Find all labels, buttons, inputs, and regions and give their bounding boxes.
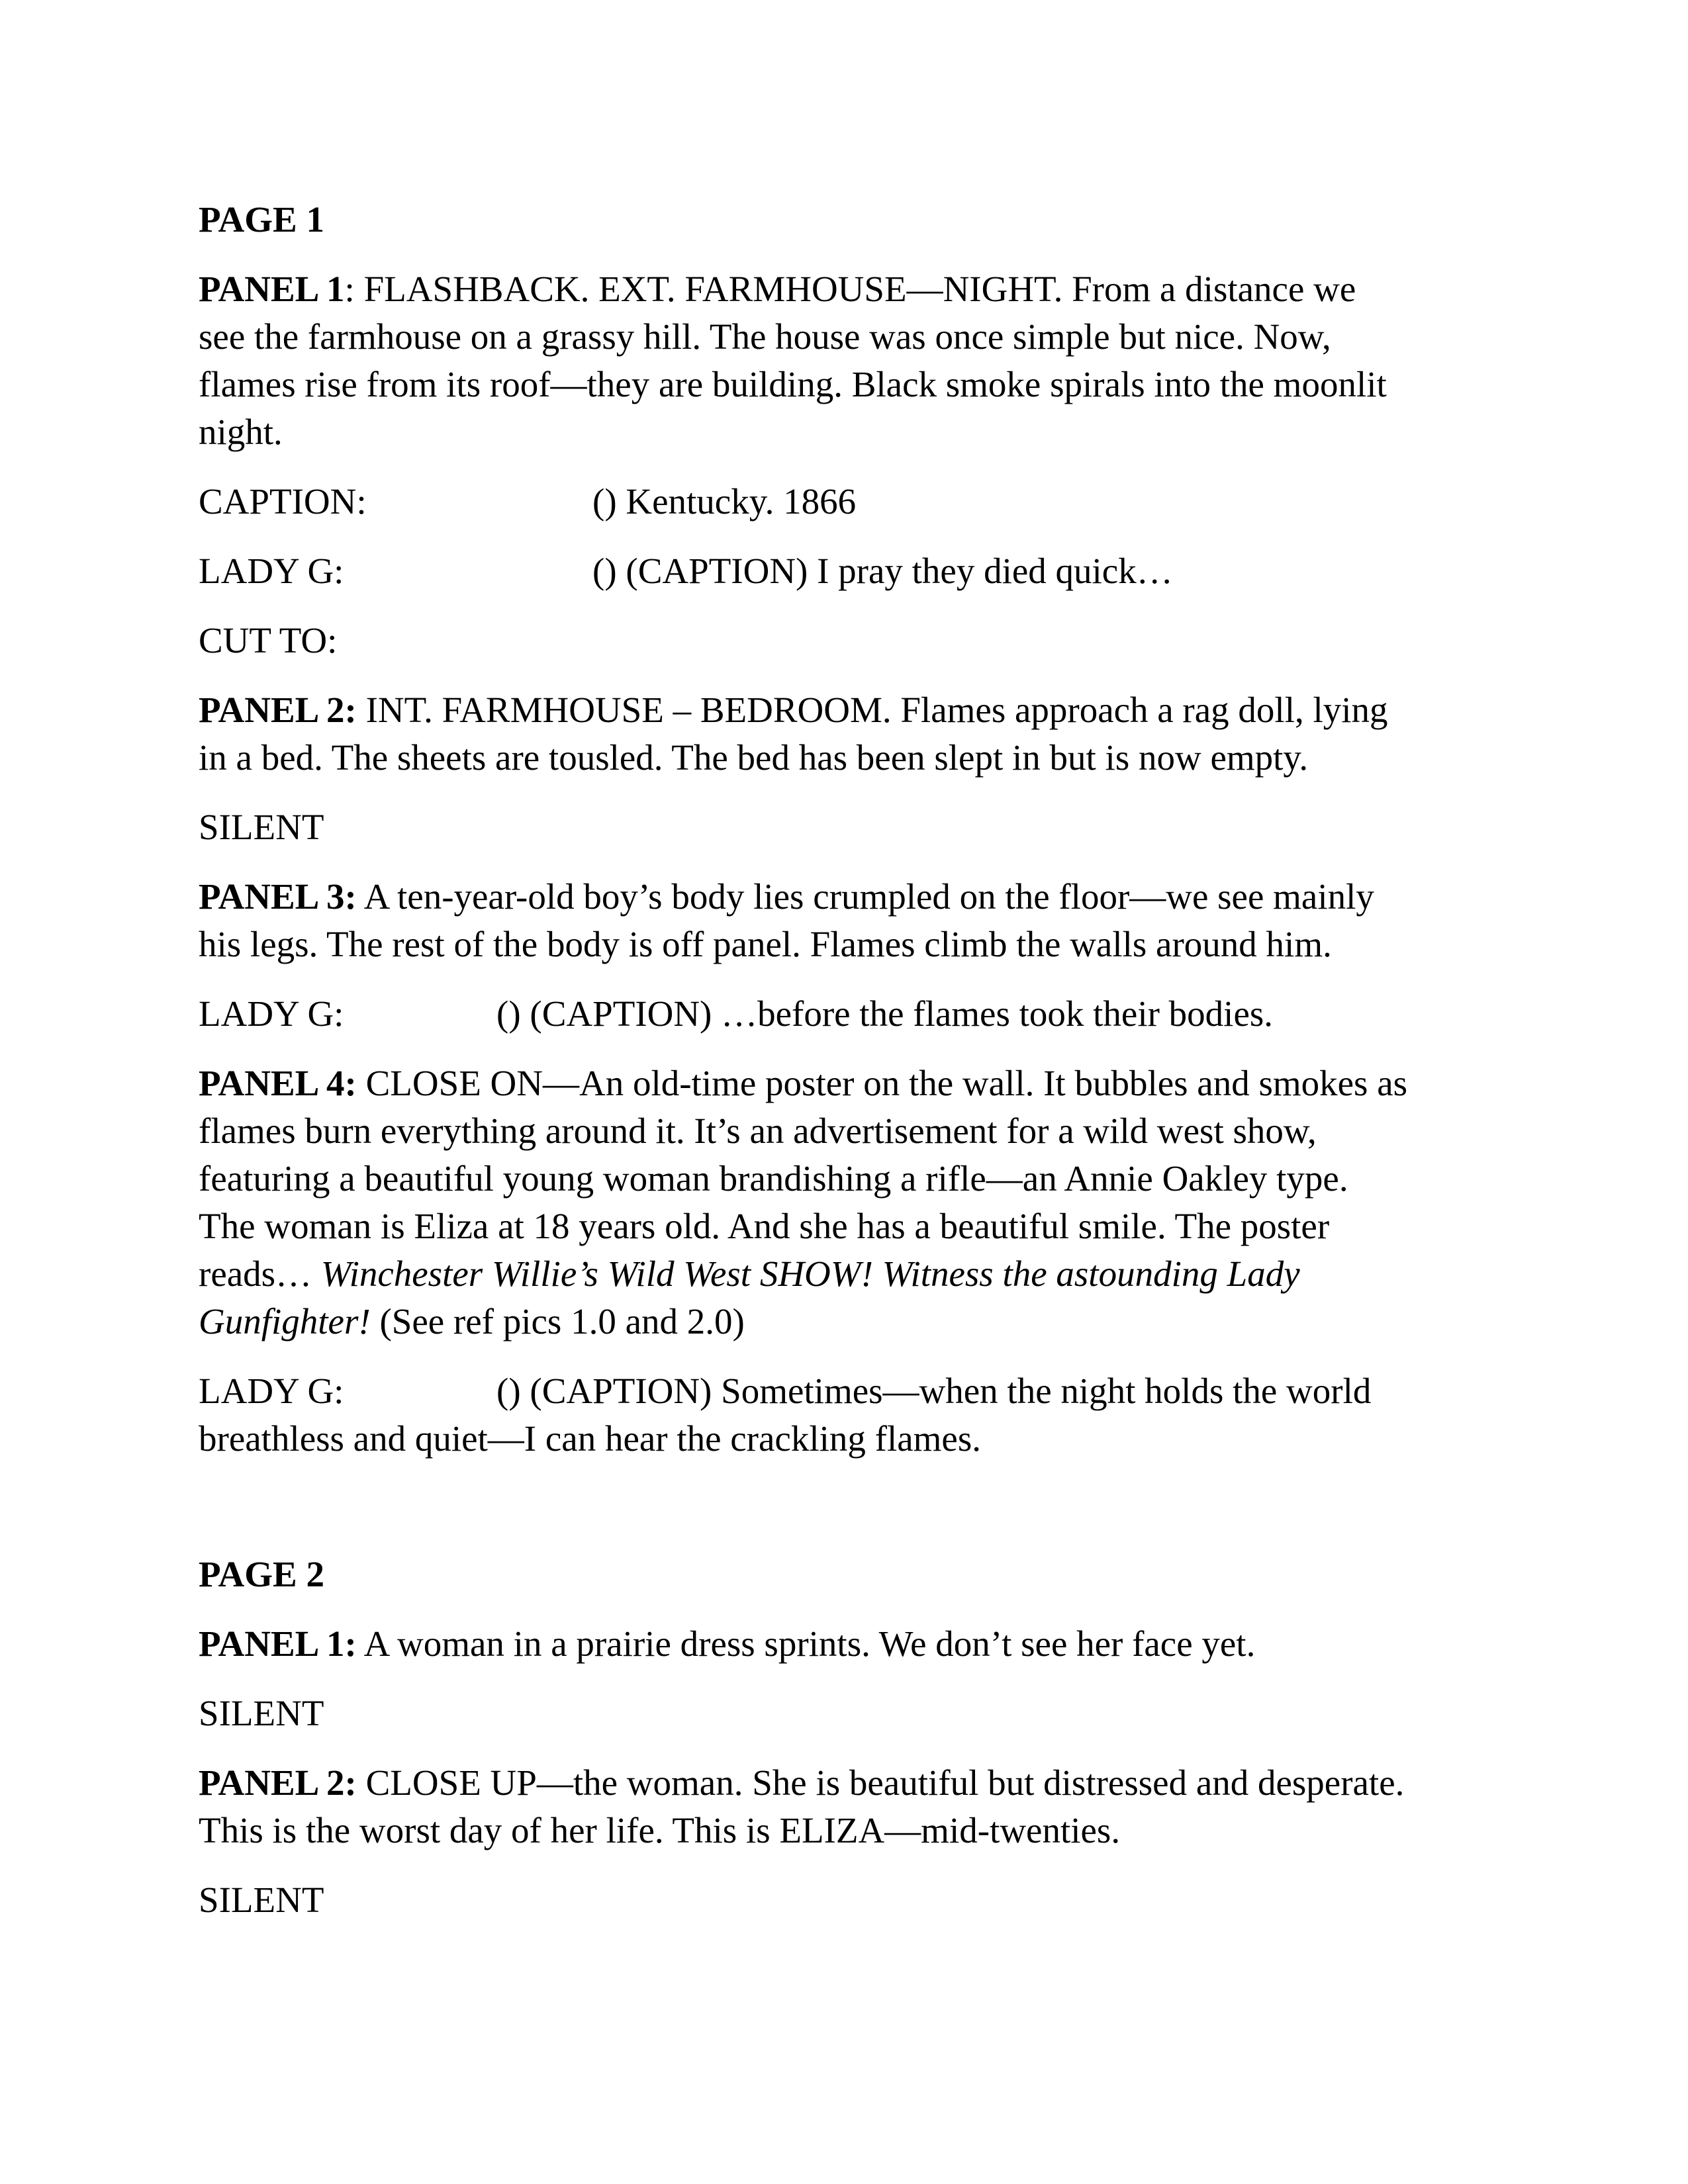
panel-description	[199, 686, 1489, 782]
dialogue-text: () Kentucky. 1866	[592, 481, 857, 522]
speaker-name: LADY G:	[199, 551, 344, 591]
dialogue-text: () (CAPTION) Sometimes—when the night holds the world	[496, 1371, 1372, 1411]
dialogue-text: () (CAPTION) I pray they died quick…	[592, 551, 1173, 591]
panel-description	[199, 1060, 1489, 1345]
panel-description	[199, 1620, 1489, 1668]
panel-text: A woman in a prairie dress sprints. We don’t see her face yet.	[356, 1623, 1256, 1664]
poster-text: Gunfighter!	[199, 1301, 371, 1342]
panel-description	[199, 873, 1489, 968]
panel-description	[199, 265, 1489, 456]
panel-text: CLOSE UP—the woman. She is beautiful but distressed and desperate.	[356, 1762, 1405, 1803]
transition: CUT TO:	[199, 620, 338, 660]
panel-text: CLOSE ON—An old-time poster on the wall. It bubbles and smokes as	[356, 1063, 1408, 1103]
silent-note: SILENT	[199, 807, 324, 847]
dialogue-line	[199, 547, 1489, 595]
dialogue-line	[199, 1367, 1489, 1463]
panel-text: his legs. The rest of the body is off panel. Flames climb the walls around him.	[199, 924, 1332, 964]
panel-label: PANEL 4:	[199, 1063, 357, 1103]
panel-text: in a bed. The sheets are tousled. The bed has been slept in but is now empty.	[199, 737, 1309, 778]
panel-text: : FLASHBACK. EXT. FARMHOUSE—NIGHT. From a distance we	[344, 269, 1356, 309]
panel-label: PANEL 1:	[199, 1623, 357, 1664]
panel-label: PANEL 1	[199, 269, 345, 309]
panel-label: PANEL 2:	[199, 690, 357, 730]
poster-text: Winchester Willie’s Wild West SHOW! Witness the astounding Lady	[320, 1253, 1300, 1294]
page-heading: PAGE 2	[199, 1554, 324, 1594]
speaker-name: LADY G:	[199, 1371, 344, 1411]
panel-text: This is the worst day of her life. This is ELIZA—mid-twenties.	[199, 1810, 1121, 1850]
panel-text: flames burn everything around it. It’s an advertisement for a wild west show,	[199, 1111, 1317, 1151]
script-document	[199, 196, 1489, 1946]
dialogue-line	[199, 990, 1489, 1038]
dialogue-text: breathless and quiet—I can hear the crackling flames.	[199, 1418, 981, 1459]
panel-label: PANEL 2:	[199, 1762, 357, 1803]
page-heading: PAGE 1	[199, 199, 324, 240]
panel-text: reads…	[199, 1253, 321, 1294]
panel-text: night.	[199, 412, 283, 452]
panel-description	[199, 1759, 1489, 1854]
panel-label: PANEL 3:	[199, 876, 357, 917]
panel-text: (See ref pics 1.0 and 2.0)	[370, 1301, 745, 1342]
panel-text: see the farmhouse on a grassy hill. The house was once simple but nice. Now,	[199, 316, 1331, 357]
dialogue-text: () (CAPTION) …before the flames took their bodies.	[496, 993, 1274, 1034]
panel-text: INT. FARMHOUSE – BEDROOM. Flames approach a rag doll, lying	[356, 690, 1388, 730]
page-break	[199, 1484, 1489, 1551]
silent-note: SILENT	[199, 1880, 324, 1920]
panel-text: featuring a beautiful young woman brandishing a rifle—an Annie Oakley type.	[199, 1158, 1348, 1199]
panel-text: flames rise from its roof—they are building. Black smoke spirals into the moonlit	[199, 364, 1387, 404]
panel-text: The woman is Eliza at 18 years old. And she has a beautiful smile. The poster	[199, 1206, 1330, 1246]
speaker-name: CAPTION:	[199, 481, 367, 522]
silent-note: SILENT	[199, 1693, 324, 1733]
panel-text: A ten-year-old boy’s body lies crumpled on the floor—we see mainly	[356, 876, 1374, 917]
dialogue-line	[199, 478, 1489, 525]
speaker-name: LADY G:	[199, 993, 344, 1034]
